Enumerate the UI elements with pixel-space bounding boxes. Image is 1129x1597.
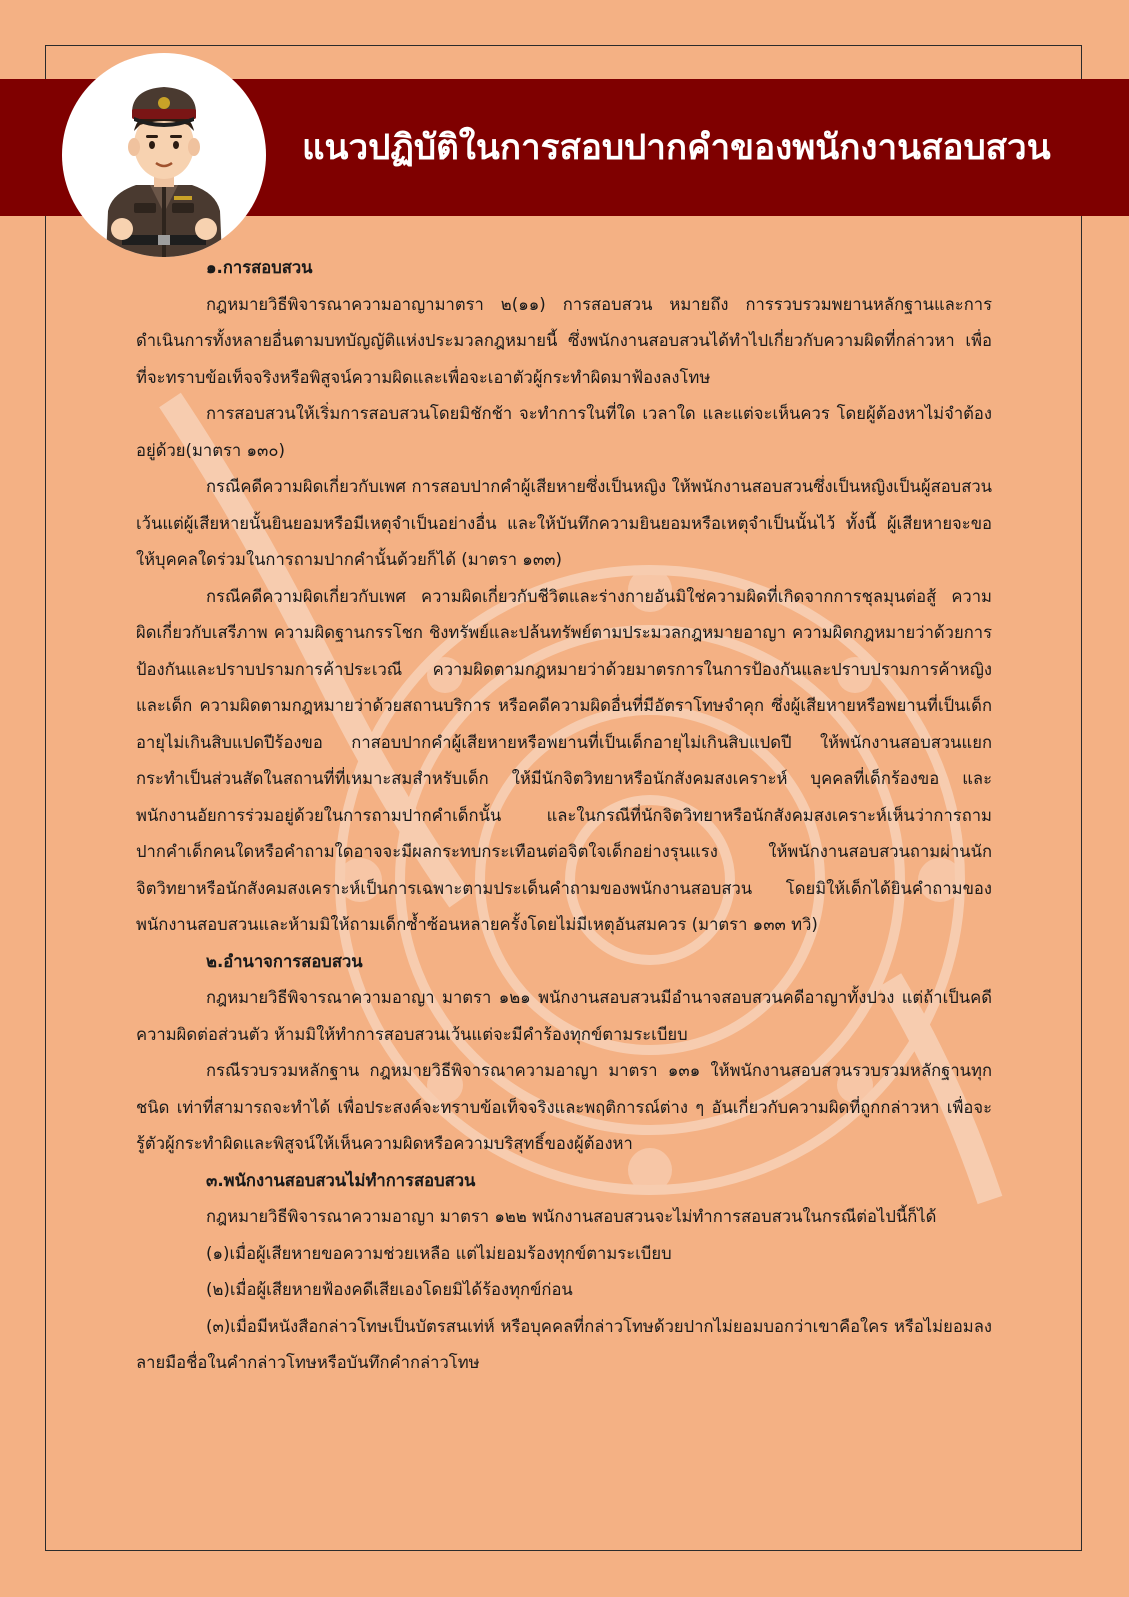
list-item: (๒)เมื่อผู้เสียหายฟ้องคดีเสียเองโดยมิได้ร้องทุกข์ก่อน [206, 1280, 573, 1299]
paragraph: กฎหมายวิธีพิจารณาความอาญา มาตรา ๑๒๑ พนักงานสอบสวนมีอำนาจสอบสวนคดีอาญาทั้งปวง แต่ถ้าเป็นคดีความผิดต่อส่วนตัว ห้ามมิให้ทำการสอบสวนเว้นแต่จะมีคำร้องทุกข์ตามระเบียบ [136, 988, 992, 1044]
paragraph: การสอบสวนให้เริ่มการสอบสวนโดยมิชักช้า จะทำการในที่ใด เวลาใด และแต่จะเห็นควร โดยผู้ต้องหาไม่จำต้องอยู่ด้วย(มาตรา ๑๓๐) [136, 404, 992, 460]
police-officer-icon [62, 53, 266, 257]
section-heading: ๑.การสอบสวน [206, 258, 313, 277]
list-item: (๑)เมื่อผู้เสียหายขอความช่วยเหลือ แต่ไม่ยอมร้องทุกข์ตามระเบียบ [206, 1243, 672, 1263]
paragraph: กรณีคดีความผิดเกี่ยวกับเพศ การสอบปากคำผู้เสียหายซึ่งเป็นหญิง ให้พนักงานสอบสวนซึ่งเป็นหญิงเป็นผู้สอบสวน เว้นแต่ผู้เสียหายนั้นยินยอมหรือมีเหตุจำเป็นอย่างอื่น และให้บันทึกความยินยอมหรือเหตุจำเป็นนั้นไว้ ทั้งนี้ ผู้เสียหายจะขอให้บุคคลใดร่วมในการถามปากคำนั้นด้วยก็ได้ (มาตรา ๑๓๓) [136, 477, 992, 569]
list-item: (๓)เมื่อมีหนังสือกล่าวโทษเป็นบัตรสนเท่ห์ หรือบุคคลที่กล่าวโทษด้วยปากไม่ยอมบอกว่าเขาคือใคร หรือไม่ยอมลงลายมือชื่อในคำกล่าวโทษหรือบันทึกคำกล่าวโทษ [136, 1316, 992, 1372]
document-body [136, 250, 992, 1382]
paragraph: กรณีรวบรวมหลักฐาน กฎหมายวิธีพิจารณาความอาญา มาตรา ๑๓๑ ให้พนักงานสอบสวนรวบรวมหลักฐานทุกชนิด เท่าที่สามารถจะทำได้ เพื่อประสงค์จะทราบข้อเท็จจริงและพฤติการณ์ต่าง ๆ อันเกี่ยวกับความผิดที่ถูกกล่าวหา เพื่อจะรู้ตัวผู้กระทำผิดและพิสูจน์ให้เห็นความผิดหรือความบริสุทธิ์ของผู้ต้องหา [136, 1061, 992, 1153]
section-heading: ๓.พนักงานสอบสวนไม่ทำการสอบสวน [206, 1170, 476, 1190]
paragraph: กรณีคดีความผิดเกี่ยวกับเพศ ความผิดเกี่ยวกับชีวิตและร่างกายอันมิใช่ความผิดที่เกิดจากการชุลมุนต่อสู้ ความผิดเกี่ยวกับเสรีภาพ ความผิดฐานกรรโชก ชิงทรัพย์และปล้นทรัพย์ตามประมวลกฎหมายอาญา ความผิดกฎหมายว่าด้วยการป้องกันและปราบปรามการค้าประเวณี ความผิดตามกฎหมายว่าด้วยมาตรการในการป้องกันและปราบปรามการค้าหญิงและเด็ก ความผิดตามกฎหมายว่าด้วยสถานบริการ หรือคดีความผิดอื่นที่มีอัตราโทษจำคุก ซึ่งผู้เสียหายหรือพยานที่เป็นเด็กอายุไม่เกินสิบแปดปีร้องขอ กาสอบปากคำผู้เสียหายหรือพยานที่เป็นเด็กอายุไม่เกินสิบแปดปี ให้พนักงานสอบสวนแยกกระทำเป็นส่วนสัดในสถานที่ที่เหมาะสมสำหรับเด็ก ให้มีนักจิตวิทยาหรือนักสังคมสงเคราะห์ บุคคลที่เด็กร้องขอ และพนักงานอัยการร่วมอยู่ด้วยในการถามปากคำเด็กนั้น และในกรณีที่นักจิตวิทยาหรือนักสังคมสงเคราะห์เห็นว่าการถามปากคำเด็กคนใดหรือคำถามใดอาจจะมีผลกระทบกระเทือนต่อจิตใจเด็กอย่างรุนแรง ให้พนักงานสอบสวนถามผ่านนักจิตวิทยาหรือนักสังคมสงเคราะห์เป็นการเฉพาะตามประเด็นคำถามของพนักงานสอบสวน โดยมิให้เด็กได้ยินคำถามของพนักงานสอบสวนและห้ามมิให้ถามเด็กซ้ำซ้อนหลายครั้งโดยไม่มีเหตุอันสมควร (มาตรา ๑๓๓ ทวิ) [136, 586, 992, 934]
section-heading: ๒.อำนาจการสอบสวน [206, 951, 363, 971]
paragraph: กฎหมายวิธีพิจารณาความอาญามาตรา ๒(๑๑) การสอบสวน หมายถึง การรวบรวมพยานหลักฐานและการดำเนินการทั้งหลายอื่นตามบทบัญญัติแห่งประมวลกฎหมายนี้ ซึ่งพนักงานสอบสวนได้ทำไปเกี่ยวกับความผิดที่กล่าวหา เพื่อที่จะทราบข้อเท็จจริงหรือพิสูจน์ความผิดและเพื่อจะเอาตัวผู้กระทำผิดมาฟ้องลงโทษ [136, 294, 992, 387]
page-title: แนวปฏิบัติในการสอบปากคำของพนักงานสอบสวน [302, 128, 1051, 168]
paragraph: กฎหมายวิธีพิจารณาความอาญา มาตรา ๑๒๒ พนักงานสอบสวนจะไม่ทำการสอบสวนในกรณีต่อไปนี้ก็ได้ [206, 1207, 937, 1226]
